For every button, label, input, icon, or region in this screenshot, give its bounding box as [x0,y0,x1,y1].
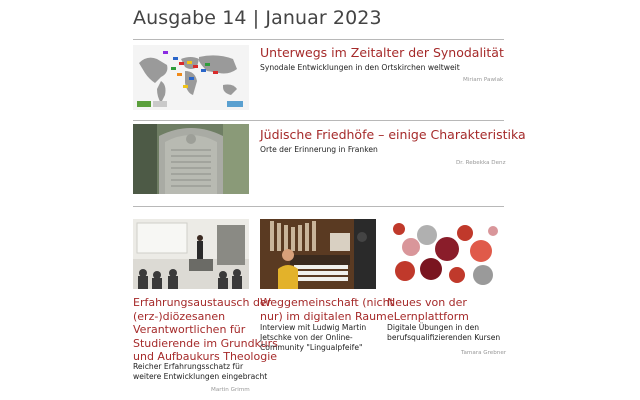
article-author: Martin Grimm [211,387,250,393]
organ-photo-icon [260,219,376,289]
article-author: Miriam Pawlak [463,77,504,83]
article-thumbnail-bubbles[interactable] [387,219,503,289]
article-author: Tamara Grebner [461,350,507,356]
subtitle-line: weitere Entwicklungen eingebracht [133,372,268,381]
article-subtitle: Orte der Erinnerung in Franken [260,145,378,154]
subtitle-line: Community "Lingualpfeife" [260,343,363,352]
title-line: (erz-)diözesanen [133,309,226,323]
title-line: Verantwortlichen für [133,323,246,336]
title-line: nur) im digitalen Raum [260,309,387,323]
question-bubbles-icon [387,219,503,289]
column-article-subtitle [133,362,267,382]
column-article-subtitle [387,323,500,343]
page-title: Ausgabe 14 | Januar 2023 [133,7,382,29]
column-article-subtitle [260,323,366,353]
subtitle-line: Jetschke von der Online- [260,333,353,342]
column-article-title[interactable] [387,296,469,323]
gravestone-icon [133,124,249,194]
title-line: eLernplattform [387,309,469,323]
article-subtitle: Synodale Entwicklungen in den Ortskirchen weltweit [260,63,460,72]
article-thumbnail-conference[interactable] [133,219,249,289]
subtitle-line: berufsqualifizierenden Kursen [387,333,501,342]
column-article-title[interactable] [133,296,278,364]
divider [133,206,504,207]
article-thumbnail-gravestone[interactable] [133,124,249,194]
subtitle-line: Digitale Übungen in den [387,323,480,332]
title-line: Erfahrungsaustausch der [133,296,272,309]
article-thumbnail-world-map[interactable] [133,45,249,110]
conference-photo-icon [133,219,249,289]
title-line: Weggemeinschaft (nicht [260,296,394,309]
article-thumbnail-organ[interactable] [260,219,376,289]
title-line: Studierende im Grundkurs [133,336,278,350]
title-line: und Aufbaukurs Theologie [133,350,278,363]
subtitle-line: Reicher Erfahrungsschatz für [133,362,244,371]
article-title[interactable]: Unterwegs im Zeitalter der Synodalität [260,45,504,60]
article-title[interactable]: Jüdische Friedhöfe – einige Charakteristika [260,127,526,142]
title-line: Neues von der [387,296,467,309]
divider [133,39,504,40]
world-map-icon [133,45,249,110]
column-article-title[interactable] [260,296,394,323]
subtitle-line: Interview mit Ludwig Martin [260,323,367,332]
article-author: Dr. Rebekka Denz [456,160,506,166]
divider [133,120,504,121]
